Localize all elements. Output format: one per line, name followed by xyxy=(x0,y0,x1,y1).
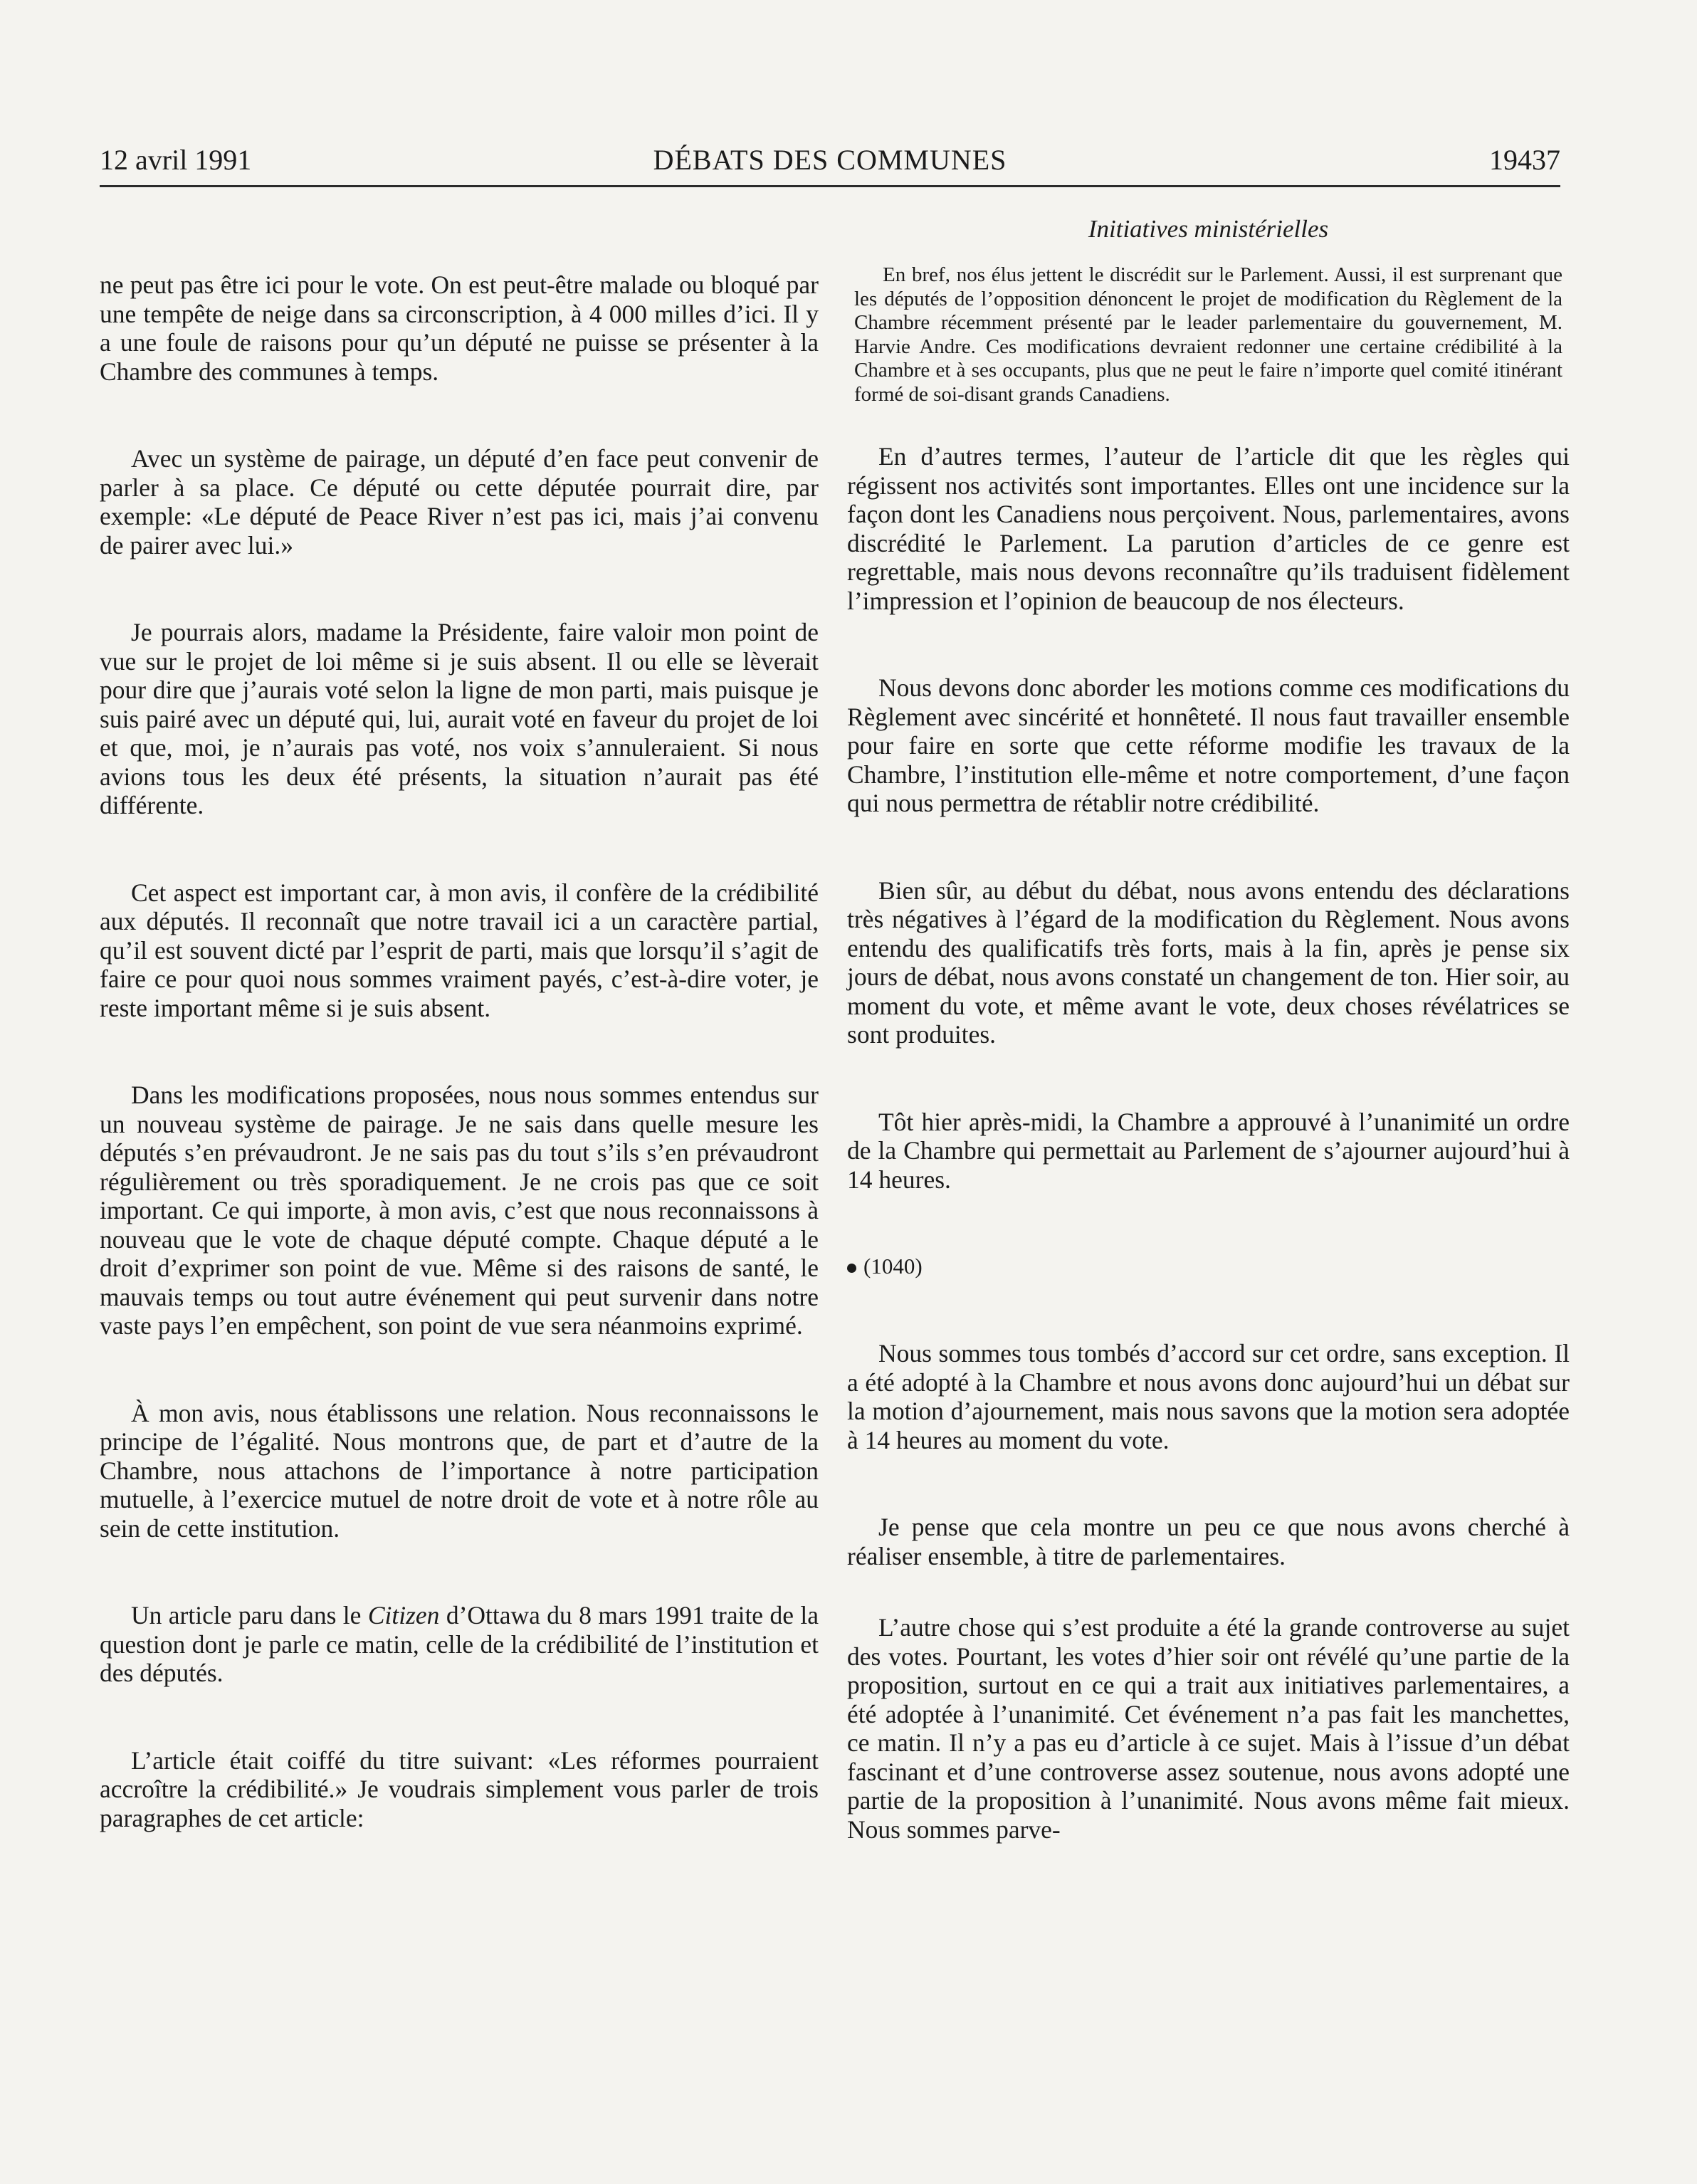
paragraph: Dans les modifications proposées, nous nous sommes entendus sur un nouveau système de pairage. Je ne sais dans quelle mesure les députés s’en prévaudront. Je ne sais pas du tout s’ils s’en prévaudront régulièrement ou très sporadiquement. Je ne crois pas que ce soit important. Ce qui importe, à mon avis, c’est que nous reconnaissons à nouveau que le vote de chaque député compte. Chaque député a le droit d’exprimer son point de vue. Même si des raisons de santé, le mauvais temps ou tout autre événement qui peut survenir dans notre vaste pays l’en empêchent, son point de vue sera néanmoins exprimé. xyxy=(100,1081,819,1340)
paragraph: ne peut pas être ici pour le vote. On est peut-être malade ou bloqué par une tempête de neige dans sa circonscription, à 4 000 milles d’ici. Il y a une foule de raisons pour qu’un député ne puisse se présenter à la Chambre des communes à temps. xyxy=(100,271,819,386)
paragraph: Nous devons donc aborder les motions comme ces modifications du Règlement avec sincérité et honnêteté. Il nous faut travailler ensemble pour faire en sorte que cette réforme modifie les travaux de la Chambre, l’institution elle-même et notre comportement, d’une façon qui nous permettra de rétablir notre crédibilité. xyxy=(847,673,1570,817)
publication-title: DÉBATS DES COMMUNES xyxy=(653,144,1007,176)
header-date: 12 avril 1991 xyxy=(100,144,252,176)
bullet-icon xyxy=(847,1264,856,1273)
paragraph: Cet aspect est important car, à mon avis, il confère de la crédibilité aux députés. Il reconnaît que notre travail ici a un caractère partial, qu’il est souvent dicté par l’esprit de parti, mais que lorsqu’il s’agit de faire ce pour quoi nous sommes vraiment payés, c’est-à-dire voter, je reste important même si je suis absent. xyxy=(100,878,819,1022)
paragraph: En d’autres termes, l’auteur de l’article dit que les règles qui régissent nos activités sont importantes. Elles ont une incidence sur la façon dont les Canadiens nous perçoivent. Nous, parlementaires, avons discrédité le Parlement. La parution d’articles de ce genre est regrettable, mais nous devons reconnaître qu’ils traduisent fidèlement l’impression et l’opinion de beaucoup de nos électeurs. xyxy=(847,442,1570,615)
paragraph: Je pense que cela montre un peu ce que nous avons cherché à réaliser ensemble, à titre de parlementaires. xyxy=(847,1513,1570,1570)
article-quote: En bref, nos élus jettent le discrédit sur le Parlement. Aussi, il est surprenant que les députés de l’opposition dénoncent le projet de modification du Règlement de la Chambre récemment présenté par le leader parlementaire du gouvernement, M. Harvie Andre. Ces modifications devraient redonner une certaine crédibilité à la Chambre et à ses occupants, plus que ne peut le faire n’importe quel comité itinérant formé de soi-disant grands Canadiens. xyxy=(854,263,1562,406)
paragraph: L’article était coiffé du titre suivant: «Les réformes pourraient accroître la crédibilité.» Je voudrais simplement vous parler de trois paragraphes de cet article: xyxy=(100,1745,819,1832)
paragraph: À mon avis, nous établissons une relation. Nous reconnaissons le principe de l’égalité. Nous montrons que, de part et d’autre de la Chambre, nous attachons de l’importance à notre participation mutuelle, à l’exercice mutuel de notre droit de vote et à notre rôle au sein de cette institution. xyxy=(100,1398,819,1543)
paragraph-citizen-article xyxy=(100,1601,819,1688)
left-column xyxy=(100,271,819,1832)
time-marker xyxy=(847,1252,1570,1281)
newspaper-name: Citizen xyxy=(367,1601,440,1629)
paragraph: Tôt hier après-midi, la Chambre a approuvé à l’unanimité un ordre de la Chambre qui permettait au Parlement de s’ajourner aujourd’hui à 14 heures. xyxy=(847,1107,1570,1194)
paragraph: Je pourrais alors, madame la Présidente, faire valoir mon point de vue sur le projet de loi même si je suis absent. Il ou elle se lèverait pour dire que j’aurais voté selon la ligne de mon parti, mais puisque je suis pairé avec un député qui, lui, aurait voté en faveur du projet de loi et que, moi, je n’aurais pas voté, nos voix s’annuleraient. Si nous avions tous les deux été présents, la situation n’aurait pas été différente. xyxy=(100,618,819,819)
section-title: Initiatives ministérielles xyxy=(1088,215,1329,243)
page-number: 19437 xyxy=(1489,144,1560,176)
right-column xyxy=(847,214,1570,1844)
time-marker-text: (1040) xyxy=(863,1254,923,1279)
paragraph-text: d’Ottawa du 8 mars 1991 traite de la question dont je parle ce matin, celle de la crédibilité de l’institution et des députés. xyxy=(100,1601,819,1687)
paragraph: L’autre chose qui s’est produite a été la grande controverse au sujet des votes. Pourtant, les votes d’hier soir ont révélé qu’une partie de la proposition, surtout en ce qui a trait aux initiatives parlementaires, a été adoptée à l’unanimité. Cet événement n’a pas fait les manchettes, ce matin. Il n’y a pas eu d’article à ce sujet. Mais à l’issue d’un débat fascinant et d’une controverse assez soutenue, nous avons adopté une partie de la proposition à l’unanimité. Nous avons même fait mieux. Nous sommes parve- xyxy=(847,1613,1570,1844)
paragraph: Avec un système de pairage, un député d’en face peut convenir de parler à sa place. Ce député ou cette députée pourrait dire, par exemple: «Le député de Peace River n’est pas ici, mais j’ai convenu de pairer avec lui.» xyxy=(100,444,819,560)
paragraph-text: Un article paru dans le xyxy=(131,1601,368,1629)
paragraph: Nous sommes tous tombés d’accord sur cet ordre, sans exception. Il a été adopté à la Chambre et nous avons donc aujourd’hui un débat sur la motion d’ajournement, mais nous savons que la motion sera adoptée à 14 heures au moment du vote. xyxy=(847,1339,1570,1454)
paragraph: Bien sûr, au début du débat, nous avons entendu des déclarations très négatives à l’égard de la modification du Règlement. Nous avons entendu des qualificatifs très forts, mais à la fin, après je pense six jours de débat, nous avons constaté un changement de ton. Hier soir, au moment du vote, et même avant le vote, deux choses révélatrices se sont produites. xyxy=(847,876,1570,1049)
header-rule xyxy=(100,185,1560,187)
